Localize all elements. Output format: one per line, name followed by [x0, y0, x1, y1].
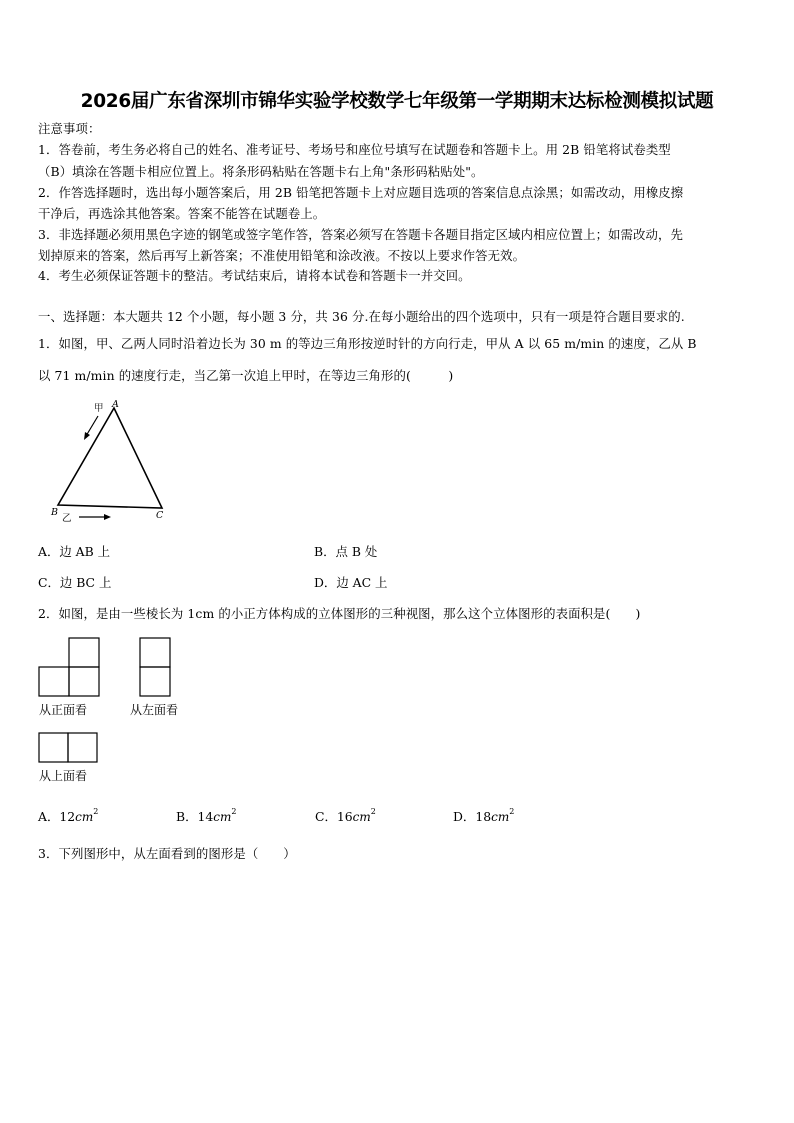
top-view-caption: 从上面看 — [39, 769, 88, 783]
option-d[interactable]: D．$18cm^2$ — [453, 807, 515, 824]
arrow-down-left-icon — [84, 416, 98, 440]
equilateral-triangle — [58, 408, 162, 508]
notice-line: 3．非选择题必须用黑色字迹的钢笔或签字笔作答，答案必须写在答题卡各题目指定区域内相应位置上；如需改动，先 — [38, 227, 684, 242]
vertex-c-label: C — [156, 510, 164, 521]
notice-line: 1．答卷前，考生务必将自己的姓名、准考证号、考场号和座位号填写在试题卷和答题卡上。用 2B 铅笔将试卷类型 — [38, 142, 671, 157]
arrow-right-icon — [79, 514, 111, 520]
option-c[interactable]: C．边 BC 上 — [38, 575, 112, 590]
front-view-caption: 从正面看 — [39, 703, 88, 717]
top-view-figure — [38, 732, 100, 764]
question-text: 3．下列图形中，从左面看到的图形是（ ） — [38, 846, 296, 861]
front-view-figure — [38, 637, 102, 699]
vertex-b-label: B — [51, 507, 58, 518]
option-b[interactable]: B．点 B 处 — [314, 544, 378, 559]
notice-line: 4．考生必须保证答题卡的整洁。考试结束后，请将本试卷和答题卡一并交回。 — [38, 268, 471, 283]
section-heading: 一、选择题：本大题共 12 个小题，每小题 3 分，共 36 分.在每小题给出的四个选项中，只有一项是符合题目要求的. — [38, 309, 685, 324]
option-a[interactable]: A．边 AB 上 — [38, 544, 111, 559]
option-b[interactable]: B．$14cm^2$ — [176, 807, 237, 824]
triangle-figure — [38, 394, 173, 526]
label-jia: 甲 — [94, 403, 104, 414]
page-title: 2026届广东省深圳市锦华实验学校数学七年级第一学期期末达标检测模拟试题 — [80, 91, 714, 112]
vertex-a-label: A — [112, 399, 119, 410]
notice-line: 2．作答选择题时，选出每小题答案后，用 2B 铅笔把答题卡上对应题目选项的答案信息点涂黑；如需改动，用橡皮擦 — [38, 185, 684, 200]
question-text: 2．如图，是由一些棱长为 1cm 的小正方体构成的立体图形的三种视图，那么这个立体图形的表面积是( ) — [38, 606, 641, 621]
question-text: 以 71 m/min 的速度行走，当乙第一次追上甲时，在等边三角形的( ) — [38, 368, 454, 383]
notice-heading: 注意事项： — [38, 121, 101, 136]
left-view-figure — [139, 637, 172, 699]
left-view-caption: 从左面看 — [130, 703, 179, 717]
notice-line: 划掉原来的答案，然后再写上新答案；不准使用铅笔和涂改液。不按以上要求作答无效。 — [38, 248, 526, 263]
question-text: 1．如图，甲、乙两人同时沿着边长为 30 m 的等边三角形按逆时针的方向行走，甲从 A 以 65 m/min 的速度，乙从 B — [38, 336, 697, 351]
notice-line: （B）填涂在答题卡相应位置上。将条形码粘贴在答题卡右上角"条形码粘贴处"。 — [38, 164, 484, 179]
option-a[interactable]: A．$12cm^2$ — [38, 807, 99, 824]
notice-line: 干净后，再选涂其他答案。答案不能答在试题卷上。 — [38, 206, 326, 221]
option-d[interactable]: D．边 AC 上 — [314, 575, 388, 590]
label-yi: 乙 — [62, 513, 72, 524]
option-c[interactable]: C．$16cm^2$ — [315, 807, 376, 824]
